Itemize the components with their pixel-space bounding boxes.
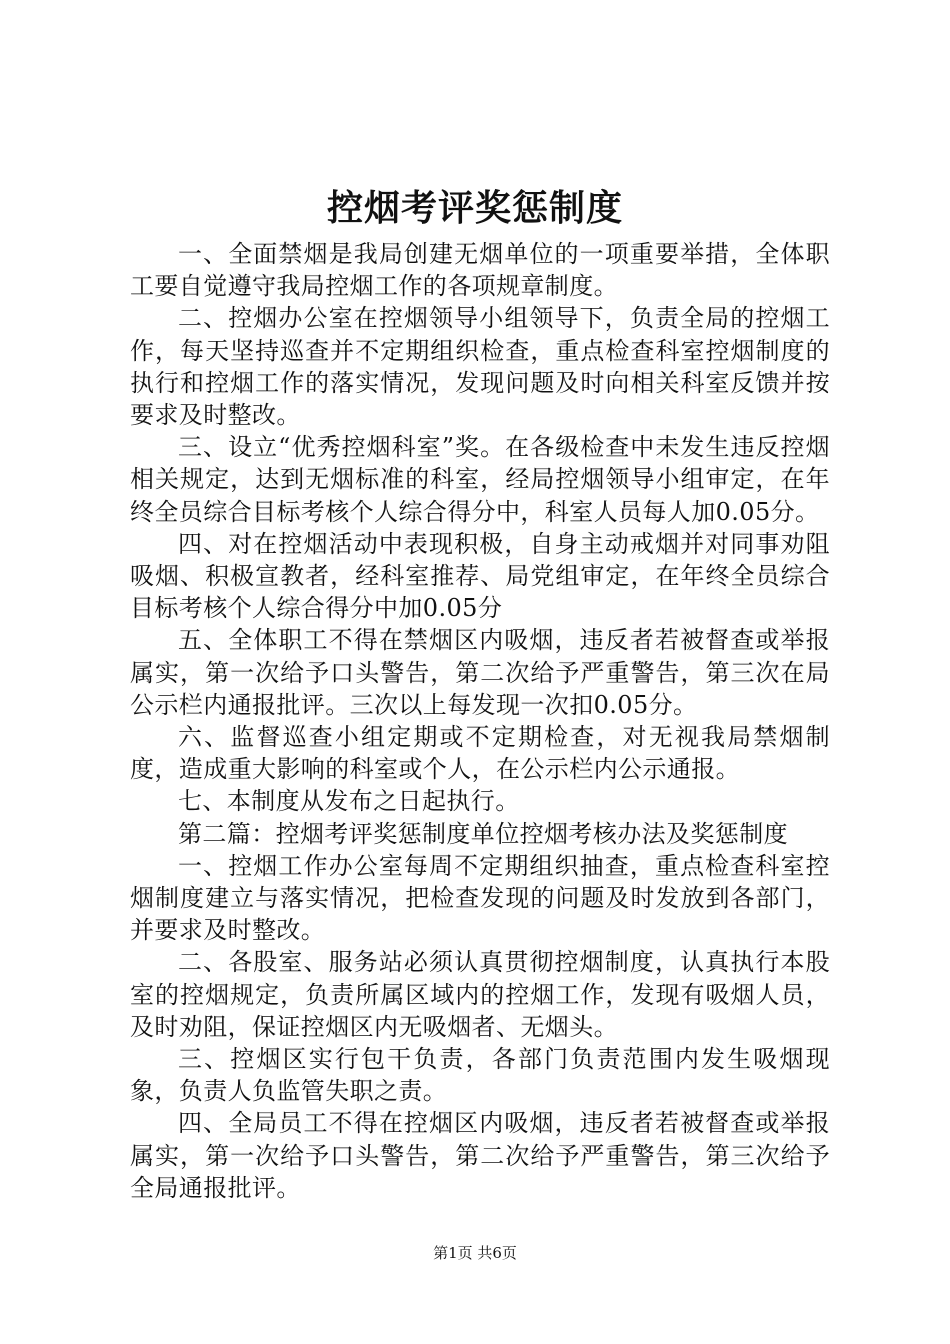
paragraph: 四、全局员工不得在控烟区内吸烟，违反者若被督查或举报属实，第一次给予口头警告，第二次给予严重警告，第三次给予全局通报批评。 (130, 1109, 830, 1202)
paragraph: 五、全体职工不得在禁烟区内吸烟，违反者若被督查或举报属实，第一次给予口头警告，第二次给予严重警告，第三次在局公示栏内通报批评。三次以上每发现一次扣0.05分。 (130, 626, 830, 719)
page-number-footer: 第1页 共6页 (433, 1244, 517, 1262)
section-heading: 第二篇：控烟考评奖惩制度单位控烟考核办法及奖惩制度 (178, 819, 788, 848)
paragraph: 三、控烟区实行包干负责，各部门负责范围内发生吸烟现象，负责人负监管失职之责。 (130, 1045, 830, 1106)
paragraph: 二、各股室、服务站必须认真贯彻控烟制度，认真执行本股室的控烟规定，负责所属区域内的控烟工作，发现有吸烟人员，及时劝阻，保证控烟区内无吸烟者、无烟头。 (130, 948, 830, 1041)
paragraph: 二、控烟办公室在控烟领导小组领导下，负责全局的控烟工作，每天坚持巡查并不定期组织检查，重点检查科室控烟制度的执行和控烟工作的落实情况，发现问题及时向相关科室反馈并按要求及时整改。 (130, 304, 830, 430)
document-body (130, 238, 830, 1204)
paragraph: 一、全面禁烟是我局创建无烟单位的一项重要举措，全体职工要自觉遵守我局控烟工作的各项规章制度。 (130, 240, 830, 301)
paragraph: 四、对在控烟活动中表现积极，自身主动戒烟并对同事劝阻吸烟、积极宣教者，经科室推荐、局党组审定，在年终全员综合目标考核个人综合得分中加0.05分 (130, 529, 830, 623)
document-title: 控烟考评奖惩制度 (326, 187, 623, 229)
paragraph: 三、设立“优秀控烟科室”奖。在各级检查中未发生违反控烟相关规定，达到无烟标准的科室，经局控烟领导小组审定，在年终全员综合目标考核个人综合得分中，科室人员每人加0.05分。 (130, 433, 830, 526)
paragraph: 六、监督巡查小组定期或不定期检查，对无视我局禁烟制度，造成重大影响的科室或个人，在公示栏内公示通报。 (130, 723, 830, 784)
paragraph: 七、本制度从发布之日起执行。 (178, 787, 520, 816)
paragraph: 一、控烟工作办公室每周不定期组织抽查，重点检查科室控烟制度建立与落实情况，把检查发现的问题及时发放到各部门，并要求及时整改。 (130, 851, 830, 945)
